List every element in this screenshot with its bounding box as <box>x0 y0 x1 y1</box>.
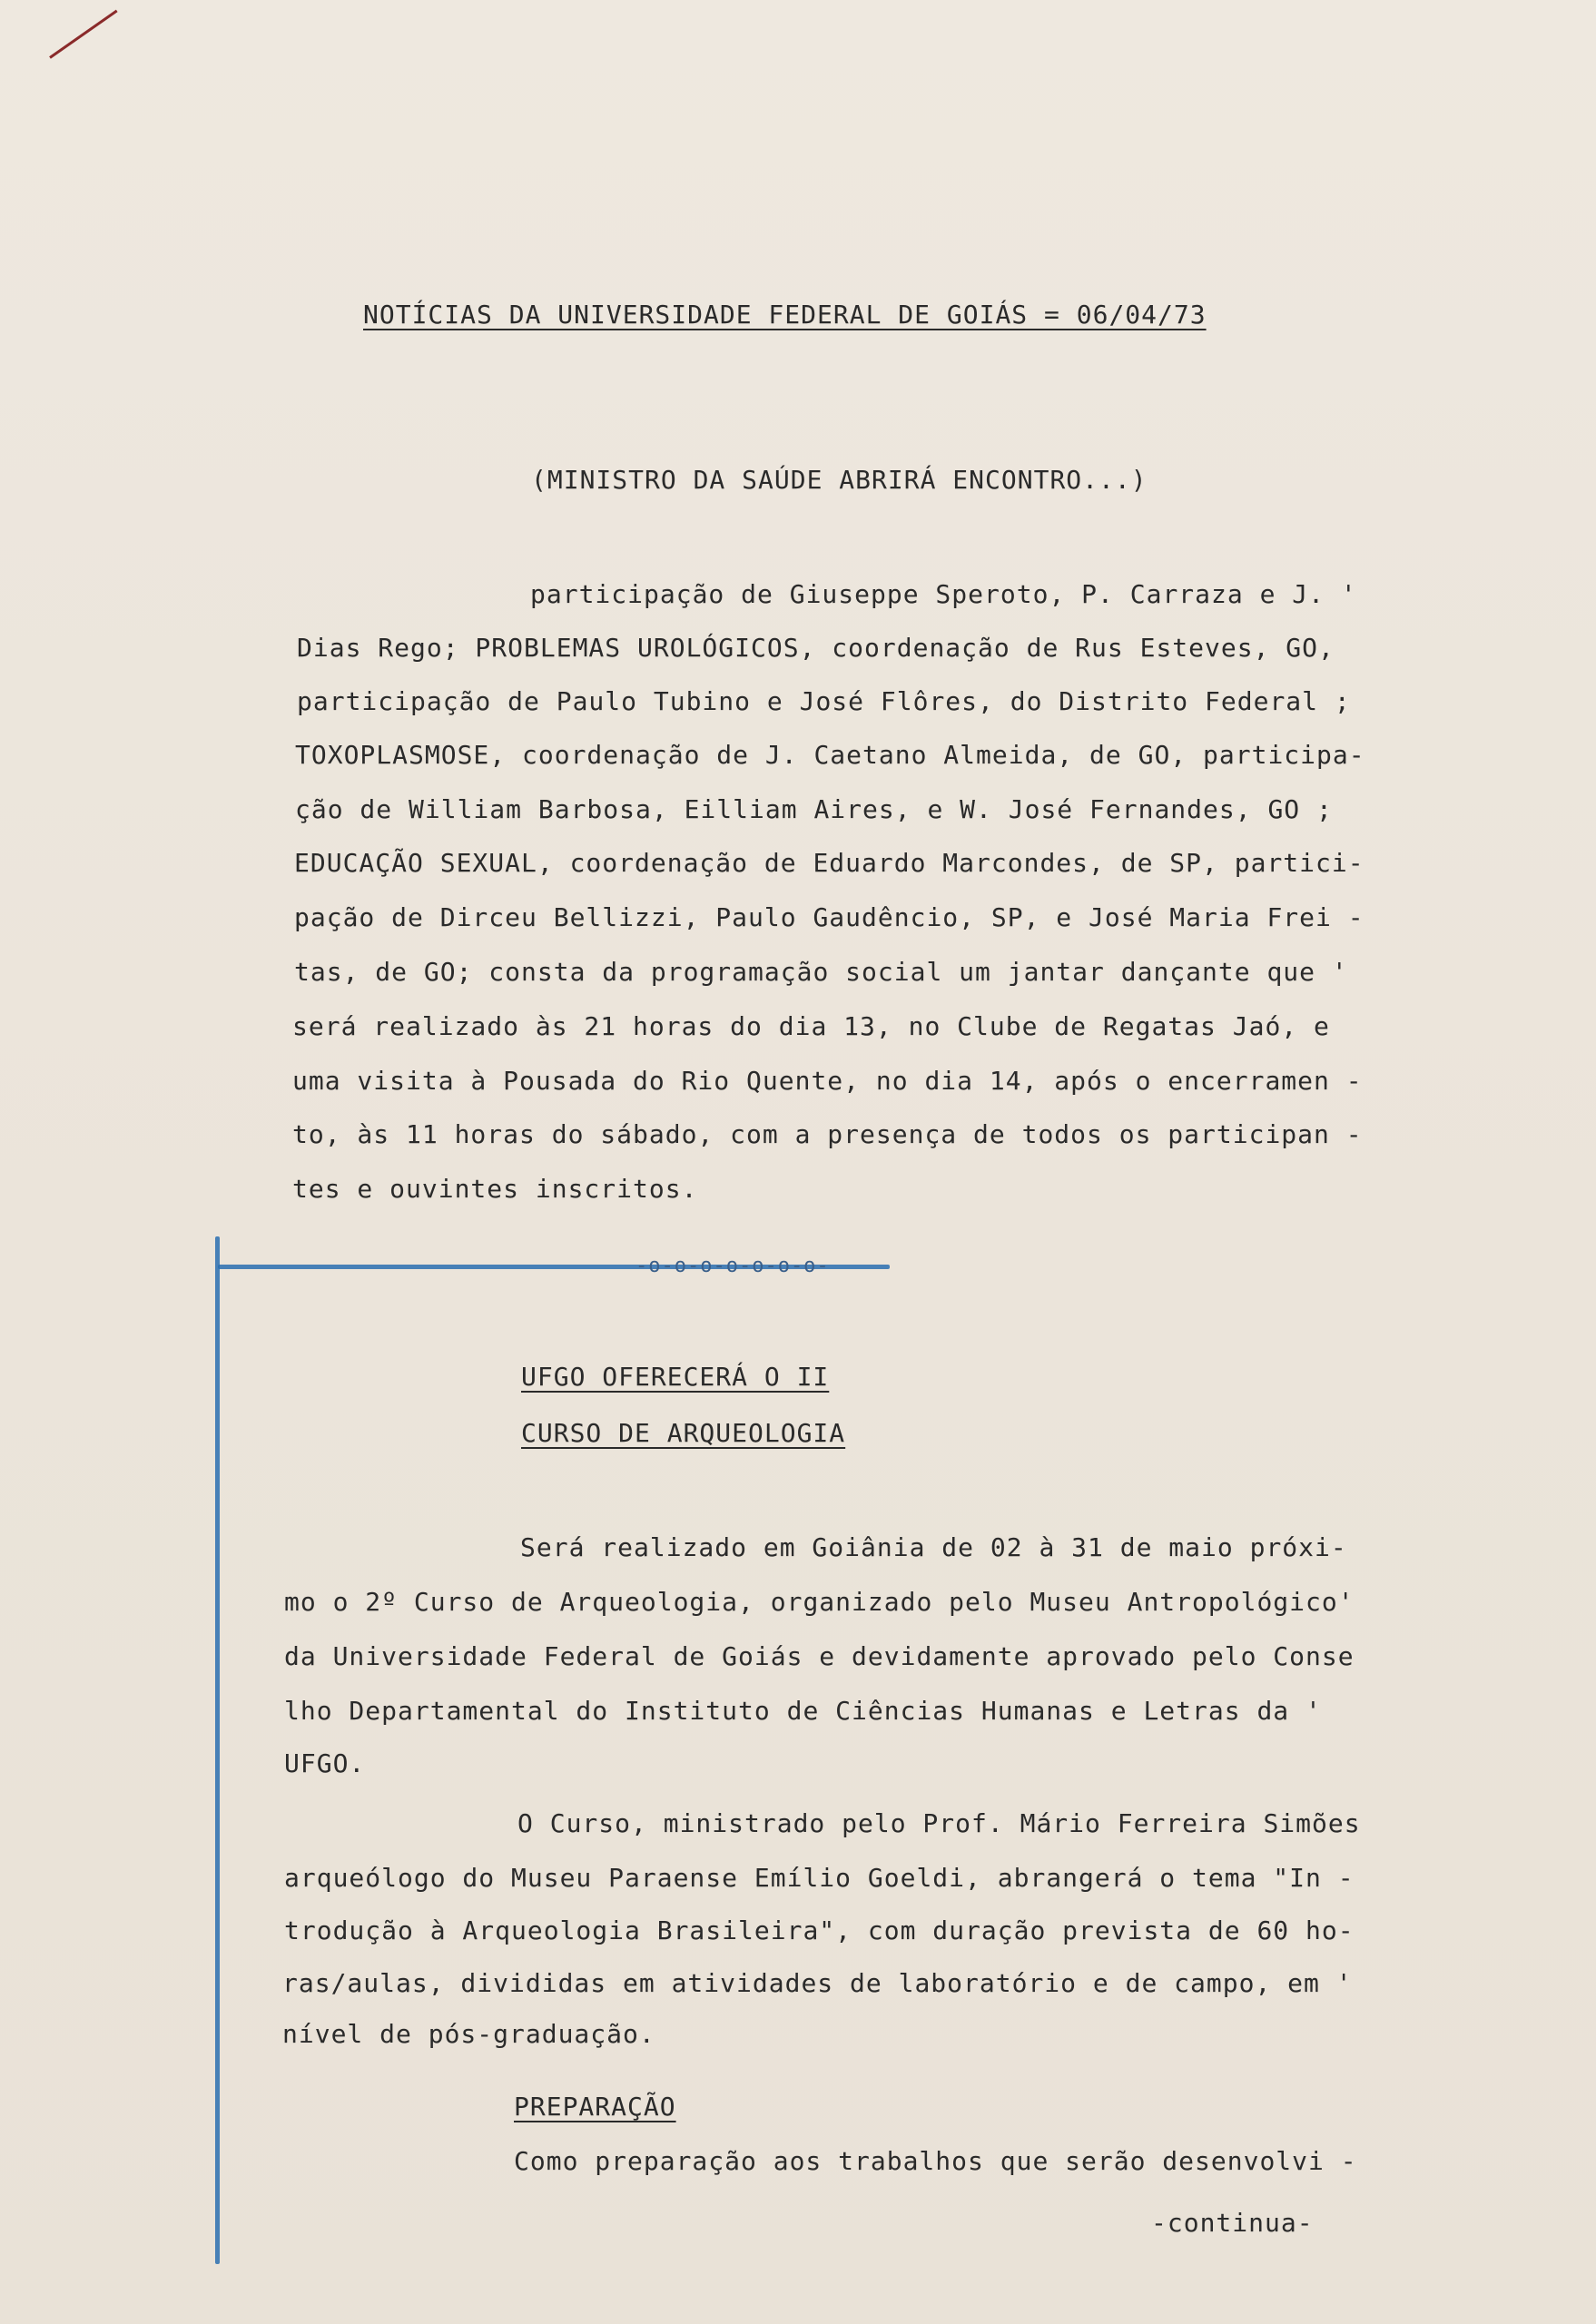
article1-line: EDUCAÇÃO SEXUAL, coordenação de Eduardo Marcondes, de SP, partici- <box>294 848 1364 878</box>
blue-margin-bracket <box>215 1236 220 2264</box>
article1-line: to, às 11 horas do sábado, com a presença de todos os participan - <box>292 1119 1363 1149</box>
article2-p1-line: Será realizado em Goiânia de 02 à 31 de maio próxi- <box>520 1532 1347 1562</box>
article2-p2-line: nível de pós-graduação. <box>282 2019 655 2049</box>
article2-p1-line: lho Departamental do Instituto de Ciências Humanas e Letras da ' <box>284 1696 1322 1726</box>
article2-p1-line: UFGO. <box>284 1748 366 1778</box>
article1-line: participação de Giuseppe Speroto, P. Carraza e J. ' <box>530 579 1357 609</box>
article2-p2-line: O Curso, ministrado pelo Prof. Mário Ferreira Simões <box>517 1808 1361 1838</box>
article2-p2-line: trodução à Arqueologia Brasileira", com duração prevista de 60 ho- <box>284 1915 1355 1945</box>
article1-line: será realizado às 21 horas do dia 13, no Clube de Regatas Jaó, e <box>292 1011 1330 1041</box>
article2-p1-line: da Universidade Federal de Goiás e devidamente aprovado pelo Conse <box>284 1641 1355 1671</box>
article2-p2-line: ras/aulas, divididas em atividades de laboratório e de campo, em ' <box>282 1968 1353 1998</box>
page-title: NOTÍCIAS DA UNIVERSIDADE FEDERAL DE GOIÁS = 06/04/73 <box>363 300 1207 330</box>
section-separator: -o-o-o-o-o-o-o- <box>635 1255 830 1277</box>
article1-line: uma visita à Pousada do Rio Quente, no dia 14, após o encerramen - <box>292 1066 1363 1096</box>
continuation-title: (MINISTRO DA SAÚDE ABRIRÁ ENCONTRO...) <box>531 465 1148 495</box>
article1-line: pação de Dirceu Bellizzi, Paulo Gaudêncio, SP, e José Maria Frei - <box>294 902 1364 932</box>
continua-marker: -continua- <box>1151 2208 1314 2238</box>
article2-subheading: PREPARAÇÃO <box>514 2092 676 2122</box>
article1-line: tas, de GO; consta da programação social um jantar dançante que ' <box>294 957 1348 987</box>
article2-title-line1: UFGO OFERECERÁ O II <box>521 1362 830 1392</box>
article2-p2-line: arqueólogo do Museu Paraense Emílio Goeldi, abrangerá o tema "In - <box>284 1863 1355 1893</box>
article1-line: Dias Rego; PROBLEMAS UROLÓGICOS, coordenação de Rus Esteves, GO, <box>297 633 1335 663</box>
article1-line: tes e ouvintes inscritos. <box>292 1174 698 1204</box>
article2-title-line2: CURSO DE ARQUEOLOGIA <box>521 1418 846 1448</box>
pen-mark <box>49 10 117 59</box>
article1-line: TOXOPLASMOSE, coordenação de J. Caetano Almeida, de GO, participa- <box>295 740 1365 770</box>
article2-p1-line: mo o 2º Curso de Arqueologia, organizado pelo Museu Antropológico' <box>284 1587 1355 1617</box>
article1-line: participação de Paulo Tubino e José Flôres, do Distrito Federal ; <box>297 686 1351 716</box>
article1-line: ção de William Barbosa, Eilliam Aires, e W. José Fernandes, GO ; <box>295 794 1333 824</box>
article2-p3-line: Como preparação aos trabalhos que serão desenvolvi - <box>514 2146 1357 2176</box>
